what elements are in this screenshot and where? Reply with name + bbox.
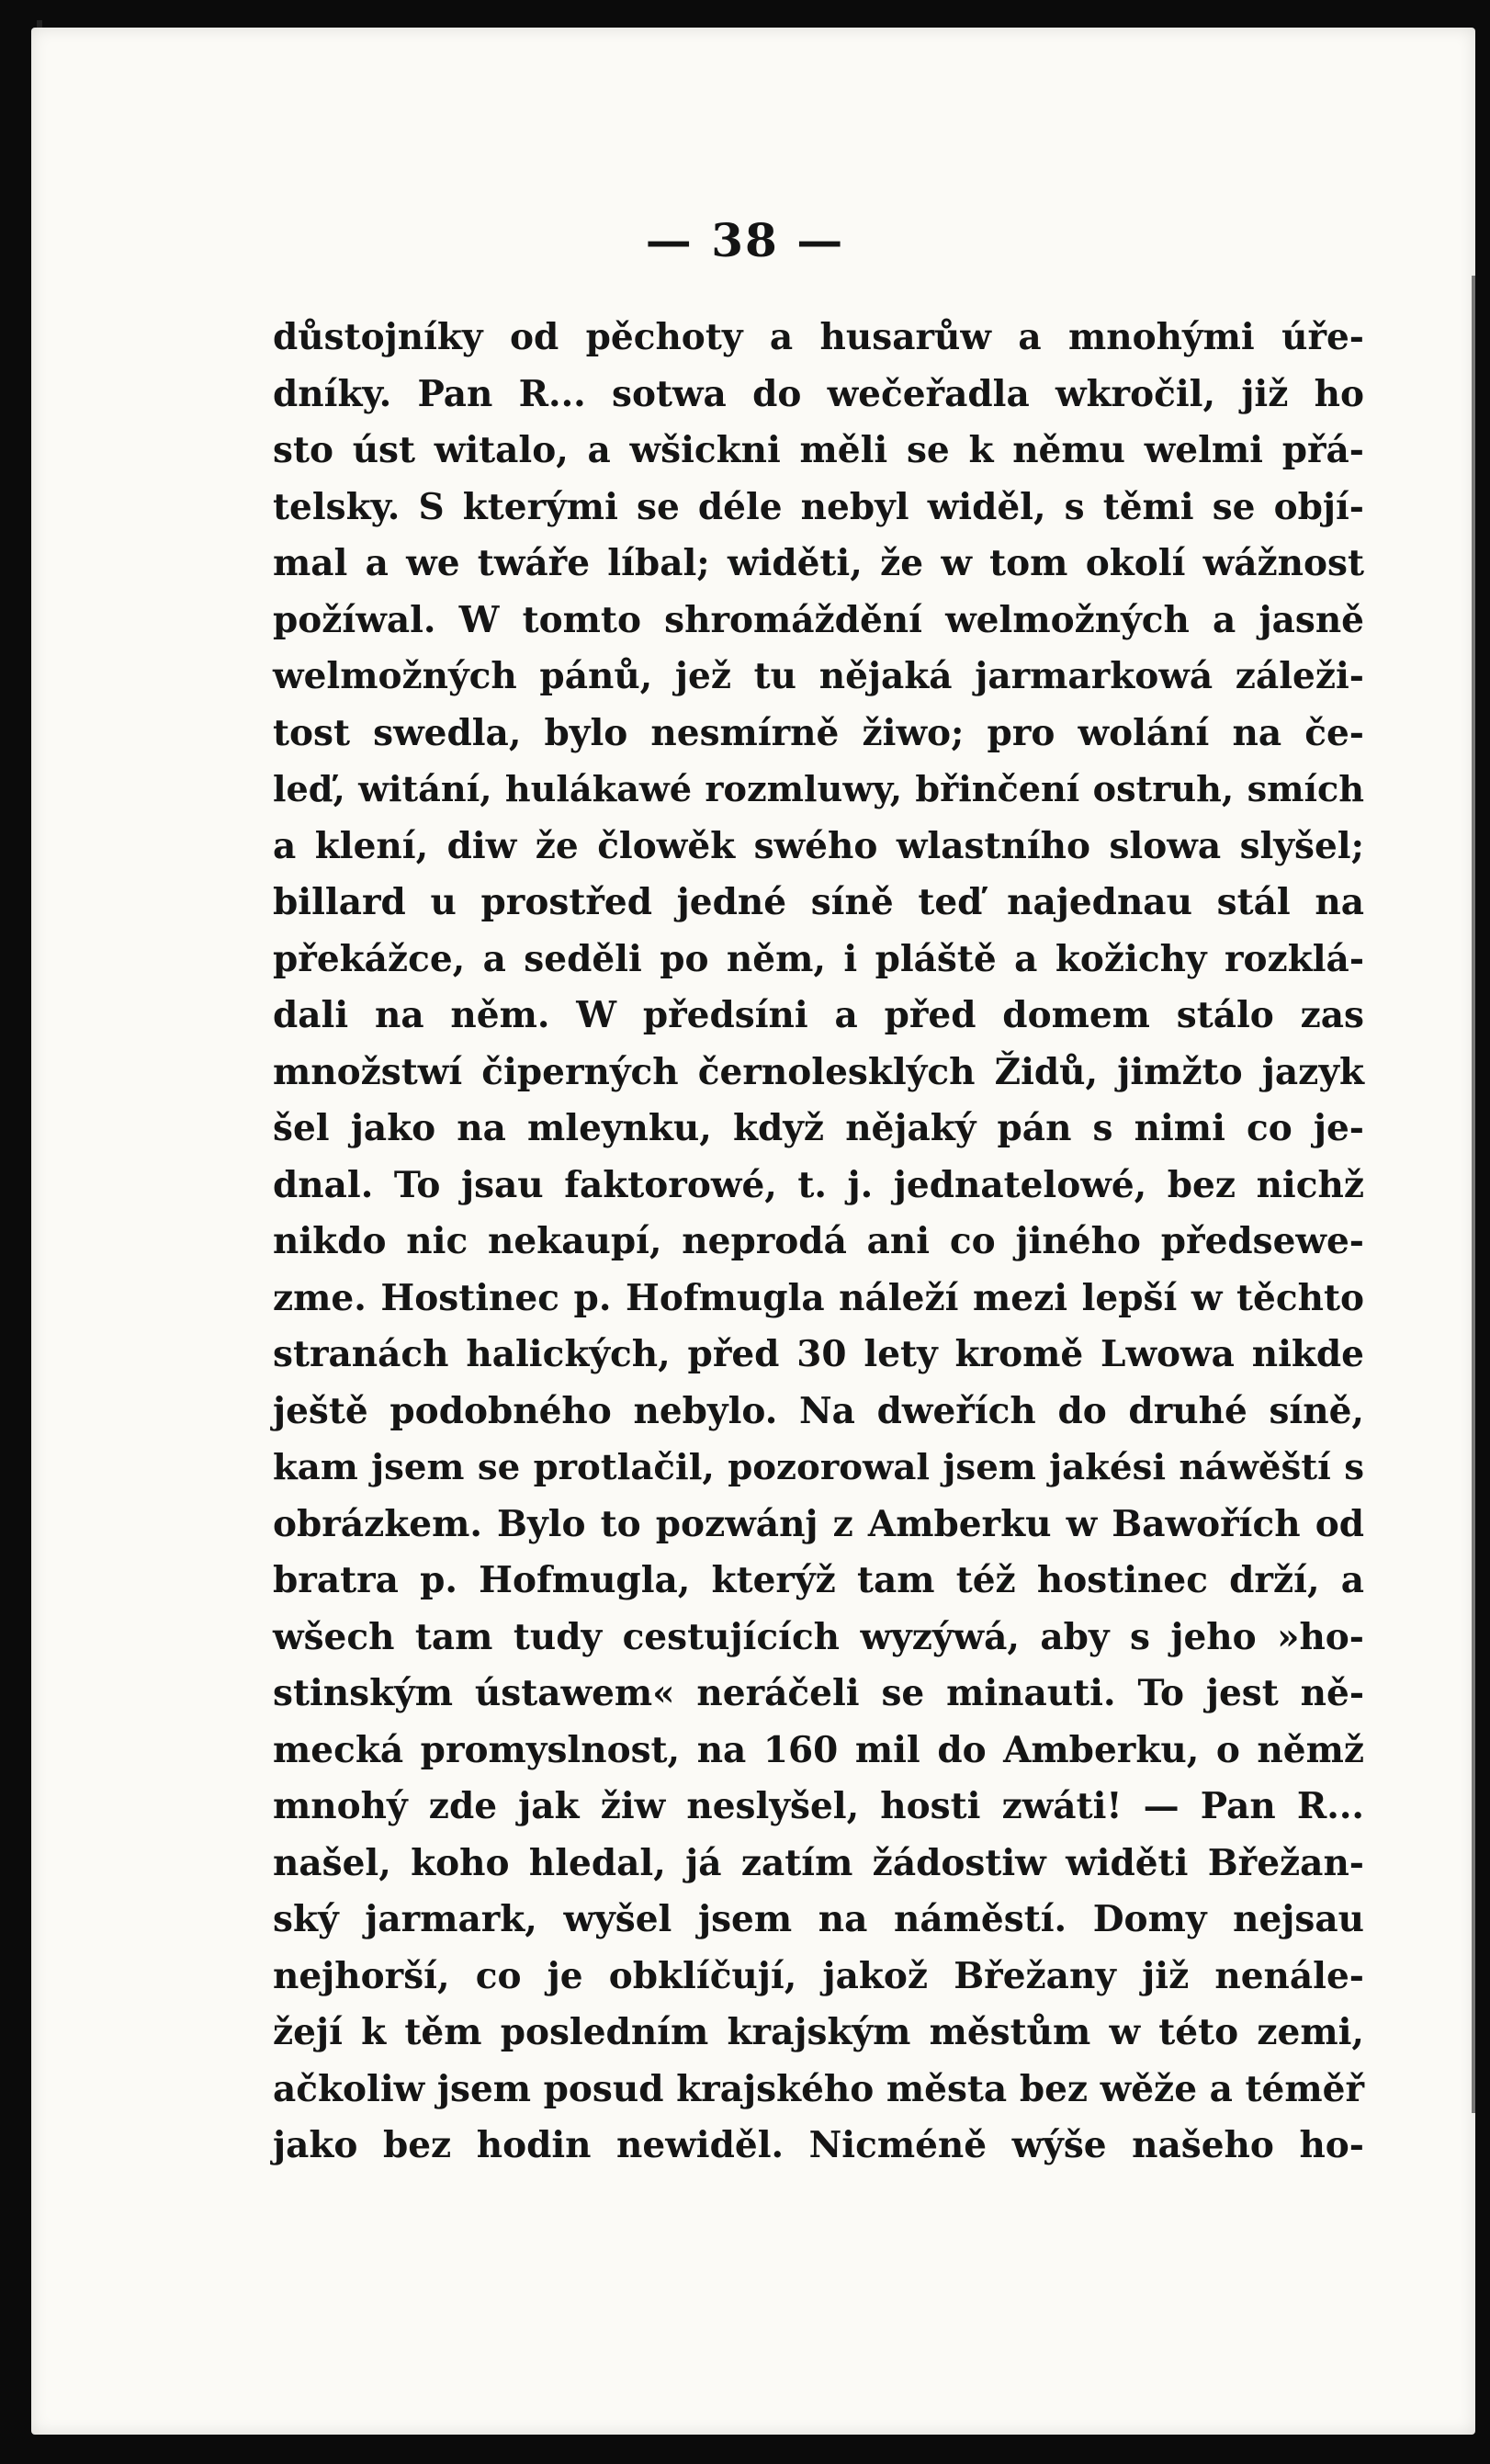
text-line: stranách halických, před 30 lety kromě Lwowa nikde [273,1333,1364,1375]
text-line: jako bez hodin newiděl. Nicméně wýše našeho ho- [273,2124,1364,2166]
text-line: bratra p. Hofmugla, kterýž tam též hostinec drží, a [273,1559,1364,1601]
text-line: obrázkem. Bylo to pozwánj z Amberku w Bawořích od [273,1502,1364,1545]
text-line: nejhorší, co je obklíčují, jakož Břežany již nenále- [273,1954,1364,1997]
text-line: leď, witání, hulákawé rozmluwy, břinčení ostruh, smích [273,769,1364,810]
text-line: stinským ústawem« neráčeli se minauti. To jest ně- [273,1672,1364,1714]
text-line: požíwal. W tomto shromáždění welmožných a jasně [273,598,1364,641]
text-line: dnal. To jsau faktorowé, t. j. jednatelowé, bez nichž [273,1163,1364,1206]
text-line: ský jarmark, wyšel jsem na náměstí. Domy nejsau [273,1898,1364,1940]
page-number: — 38 — [645,213,845,267]
text-line: wšech tam tudy cestujících wyzýwá, aby s jeho »ho- [273,1615,1364,1658]
text-line: našel, koho hledal, já zatím žádostiw widěti Břežan- [273,1841,1364,1884]
text-line: dali na něm. W předsíni a před domem stálo zas [273,994,1364,1036]
text-line: mal a we twáře líbal; widěti, že w tom okolí wážnost [273,542,1364,584]
text-line: žejí k těm posledním krajským městům w této zemi, [273,2011,1364,2053]
body-text [273,310,1364,2175]
text-line: dníky. Pan R... sotwa do wečeřadla wkročil, již ho [273,372,1364,415]
text-line: nikdo nic nekaupí, neprodá ani co jiného předsewe- [273,1220,1364,1262]
text-line: zme. Hostinec p. Hofmugla náleží mezi lepší w těchto [273,1276,1364,1319]
text-line: tost swedla, bylo nesmírně žiwo; pro wolání na če- [273,711,1364,754]
text-line: welmožných pánů, jež tu nějaká jarmarkowá záleži- [273,655,1364,697]
text-line: a klení, diw že člowěk swého wlastního slowa slyšel; [273,824,1364,867]
text-line: ještě podobného nebylo. Na dweřích do druhé síně, [273,1389,1364,1432]
text-line: mecká promyslnost, na 160 mil do Amberku, o němž [273,1728,1364,1771]
text-line: sto úst witalo, a wšickni měli se k němu welmi přá- [273,429,1364,471]
text-line: kam jsem se protlačil, pozorowal jsem jakési náwěští s [273,1447,1364,1488]
text-line: mnohý zde jak žiw neslyšel, hosti zwáti! — Pan R... [273,1785,1364,1827]
text-line: důstojníky od pěchoty a husarůw a mnohými úře- [273,316,1364,358]
text-line: ačkoliw jsem posud krajského města bez wěže a téměř [273,2067,1364,2110]
text-line: telsky. S kterými se déle nebyl widěl, s těmi se objí- [273,485,1364,528]
text-line: billard u prostřed jedné síně teď najednau stál na [273,881,1364,923]
page-edge-shadow [1472,276,1475,2113]
text-line: šel jako na mleynku, když nějaký pán s nimi co je- [273,1107,1364,1149]
text-line: překážce, a seděli po něm, i pláště a kožichy rozklá- [273,937,1364,980]
text-line: množstwí čiperných černolesklých Židů, jimžto jazyk [273,1050,1364,1093]
